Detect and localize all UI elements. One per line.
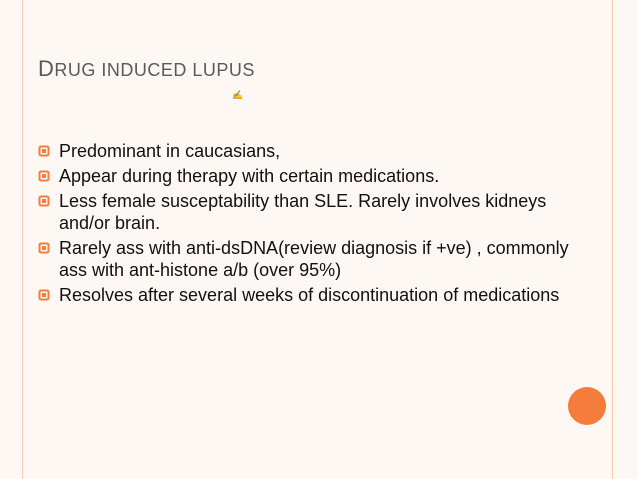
slide-title-rest: RUG INDUCED LUPUS xyxy=(54,60,255,80)
square-check-bullet-icon xyxy=(38,195,50,207)
bullet-item xyxy=(38,190,578,234)
bullet-item xyxy=(38,237,578,281)
bullet-text: Less female susceptability than SLE. Rarely involves kidneys and/or brain. xyxy=(59,191,547,233)
bullet-item xyxy=(38,165,578,187)
square-check-bullet-icon xyxy=(38,242,50,254)
bullet-text: Appear during therapy with certain medications. xyxy=(59,166,440,186)
bullet-item xyxy=(38,140,578,162)
bullet-item xyxy=(38,284,578,306)
bullet-text: Resolves after several weeks of discontinuation of medications xyxy=(59,285,560,305)
right-border-line xyxy=(612,0,613,479)
square-check-bullet-icon xyxy=(38,289,50,301)
decorative-mark-icon: ✍ xyxy=(232,90,244,100)
slide-title-initial: D xyxy=(38,56,55,81)
bullet-text: Rarely ass with anti-dsDNA(review diagnosis if +ve) , commonly ass with ant-histone a/b (over 95%) xyxy=(59,238,569,280)
square-check-bullet-icon xyxy=(38,170,50,182)
square-check-bullet-icon xyxy=(38,145,50,157)
slide-title xyxy=(38,56,255,82)
left-border-line xyxy=(22,0,23,479)
bullet-text: Predominant in caucasians, xyxy=(59,141,281,161)
bullet-list xyxy=(38,140,578,309)
orange-circle-decoration xyxy=(568,387,606,425)
